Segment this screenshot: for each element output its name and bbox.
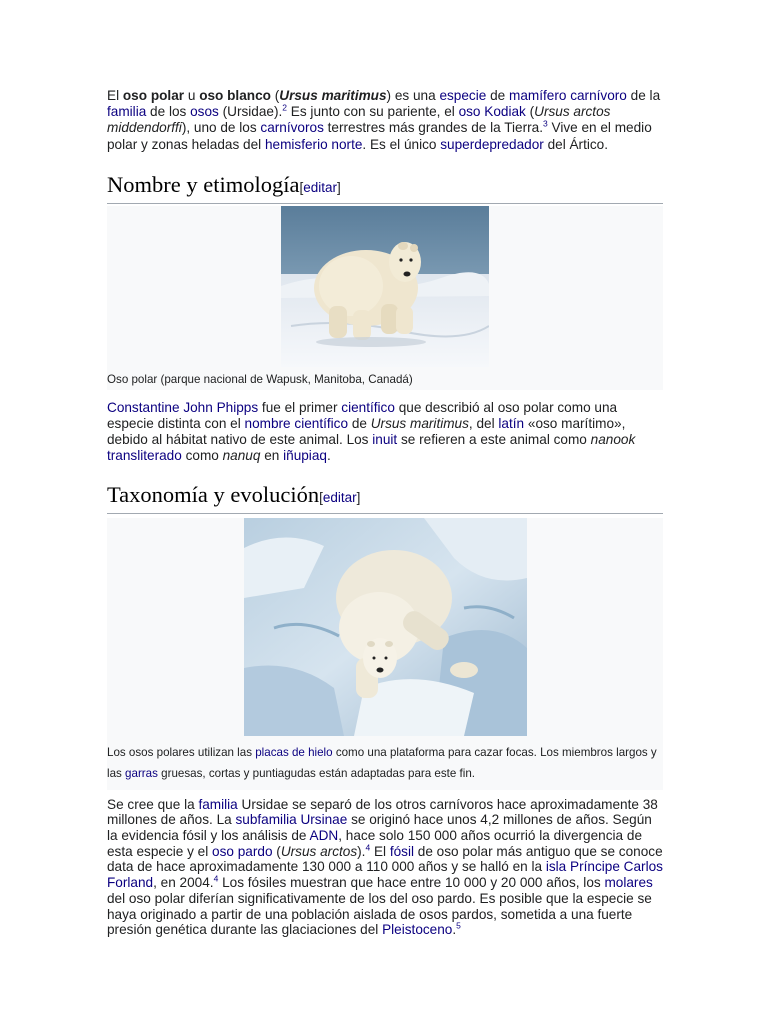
- text: en: [260, 448, 284, 464]
- link-familia[interactable]: familia: [198, 796, 238, 812]
- text: , en 2004.: [153, 875, 214, 891]
- edit-link[interactable]: editar: [303, 179, 338, 195]
- taxonomy-paragraph: [107, 797, 663, 938]
- edit-section-link: [299, 180, 340, 195]
- scientific-name: Ursus maritimus: [370, 416, 469, 432]
- figure-caption: Oso polar (parque nacional de Wapusk, Manitoba, Canadá): [107, 372, 413, 386]
- polar-bear-on-ice-image: [244, 518, 527, 736]
- text: Es junto con su pariente, el: [287, 104, 459, 120]
- text: ).: [357, 843, 366, 859]
- link-hemisferio-norte[interactable]: hemisferio norte: [264, 136, 363, 152]
- link-oso-kodiak[interactable]: oso Kodiak: [458, 104, 526, 120]
- italic-term: nanuq: [222, 448, 261, 464]
- reference-3[interactable]: 3: [542, 118, 548, 129]
- link-familia[interactable]: familia: [107, 104, 147, 120]
- text: (: [270, 88, 280, 103]
- text: El: [370, 843, 390, 859]
- text: de: [348, 416, 371, 432]
- link-cientifico[interactable]: científico: [341, 399, 395, 415]
- heading-text: Taxonomía y evolución: [107, 481, 320, 507]
- text: Vive en el medio polar y zonas heladas del: [107, 120, 652, 152]
- link-osos[interactable]: osos: [190, 104, 219, 120]
- edit-section-link: [319, 490, 360, 505]
- reference-2[interactable]: 2: [282, 102, 288, 113]
- text: , del: [468, 416, 499, 432]
- edit-link[interactable]: editar: [322, 489, 357, 505]
- link-placas-de-hielo[interactable]: placas de hielo: [255, 745, 333, 759]
- text: . Es el único: [362, 136, 441, 152]
- link-superdepredador[interactable]: superdepredador: [440, 136, 544, 152]
- text: del Ártico.: [543, 136, 609, 152]
- link-inupiaq[interactable]: iñupiaq: [283, 448, 327, 464]
- bracket: ]: [356, 489, 361, 505]
- text: de oso polar más antiguo que se conoce data de hace aproximadamente 130 000 a 110 000 años y se halló en la: [107, 843, 663, 875]
- text: del oso polar diferían significativamente de los del oso pardo. Es posible que la especie se haya originado a partir de una población aislada de osos pardos, sometida a una fuerte presión genética durante las glaciaciones del: [107, 890, 652, 938]
- polar-bear-photo-wapusk: [281, 206, 489, 367]
- link-garras[interactable]: garras: [125, 766, 158, 780]
- link-oso-pardo[interactable]: oso pardo: [212, 843, 273, 859]
- link-carnivoro[interactable]: carnívoro: [570, 88, 627, 103]
- link-carnivoros[interactable]: carnívoros: [260, 120, 324, 136]
- text: Los fósiles muestran que hace entre 10 000 y 20 000 años, los: [218, 875, 605, 891]
- link-transliterado[interactable]: transliterado: [107, 448, 182, 464]
- text: (Ursidae).: [218, 104, 283, 120]
- figure-1: [107, 206, 663, 390]
- text: .: [452, 922, 457, 938]
- section-heading-nombre: [107, 172, 663, 204]
- link-adn[interactable]: ADN: [309, 828, 339, 844]
- link-isla-principe-carlos-forland[interactable]: isla Príncipe Carlos Forland: [107, 859, 663, 891]
- text: se refieren a este animal como: [397, 432, 591, 448]
- link-mamifero[interactable]: mamífero: [509, 88, 567, 103]
- link-latin[interactable]: latín: [498, 416, 525, 432]
- polar-bear-image: [281, 206, 489, 367]
- scientific-name: Ursus maritimus: [279, 88, 387, 103]
- link-especie[interactable]: especie: [439, 88, 487, 103]
- bold-term: oso polar: [122, 88, 185, 103]
- polar-bear-photo-ice: [244, 518, 527, 736]
- text: «oso marítimo», debido al hábitat nativo de este animal. Los: [107, 416, 626, 448]
- bracket: [: [299, 179, 304, 195]
- bracket: ]: [337, 179, 341, 195]
- reference-4[interactable]: 4: [365, 842, 371, 853]
- reference-5[interactable]: 5: [456, 920, 461, 931]
- link-pleistoceno[interactable]: Pleistoceno: [382, 922, 453, 938]
- text: El: [107, 88, 123, 103]
- text: de los: [146, 104, 191, 120]
- text: de la: [626, 88, 661, 103]
- link-ursinae[interactable]: Ursinae: [300, 812, 348, 828]
- text: de: [486, 88, 509, 103]
- figure-2: [107, 518, 663, 790]
- text: Los osos polares utilizan las: [107, 745, 256, 759]
- bold-term: oso blanco: [199, 88, 271, 103]
- figure-caption: [107, 742, 663, 784]
- text: Se cree que la: [107, 796, 199, 812]
- etymology-paragraph: [107, 400, 662, 465]
- reference-4b[interactable]: 4: [213, 873, 219, 884]
- italic-term: nanook: [590, 432, 636, 448]
- link-phipps[interactable]: Constantine John Phipps: [107, 399, 259, 415]
- heading-text: Nombre y etimología: [107, 171, 300, 197]
- link-nombre-cientifico[interactable]: nombre científico: [244, 416, 349, 432]
- text: ), uno de los: [181, 120, 261, 136]
- text: como una plataforma para cazar focas. Los miembros largos y las: [107, 745, 657, 780]
- text: se originó hace unos 4,2 millones de años. Según la evidencia fósil y los análisis de: [107, 812, 652, 844]
- intro-paragraph: [107, 88, 663, 153]
- link-inuit[interactable]: inuit: [372, 432, 398, 448]
- article-content: [107, 88, 663, 938]
- text: , hace solo 150 000 años ocurrió la divergencia de esta especie y el: [107, 828, 643, 859]
- bracket: [: [319, 489, 323, 505]
- link-molares[interactable]: molares: [604, 875, 653, 891]
- text: como: [181, 448, 223, 464]
- text: (: [525, 104, 535, 120]
- text: .: [326, 448, 331, 464]
- scientific-name: Ursus arctos middendorffi: [107, 104, 611, 136]
- text: gruesas, cortas y puntiagudas están adaptadas para este fin.: [157, 766, 476, 780]
- text: (: [272, 843, 281, 859]
- scientific-name: Ursus arctos: [280, 843, 358, 859]
- text: fue el primer: [258, 399, 342, 415]
- link-fosil[interactable]: fósil: [389, 843, 414, 859]
- text: ) es una: [386, 88, 440, 103]
- text: u: [184, 88, 200, 103]
- text: Ursidae se separó de los otros carnívoros hace aproximadamente 38 millones de años. La: [107, 796, 658, 828]
- section-heading-taxonomia: [107, 482, 663, 514]
- text: que describió al oso polar como una especie distinta con el: [107, 399, 618, 432]
- link-subfamilia[interactable]: subfamilia: [235, 812, 297, 828]
- text: terrestres más grandes de la Tierra.: [323, 120, 543, 136]
